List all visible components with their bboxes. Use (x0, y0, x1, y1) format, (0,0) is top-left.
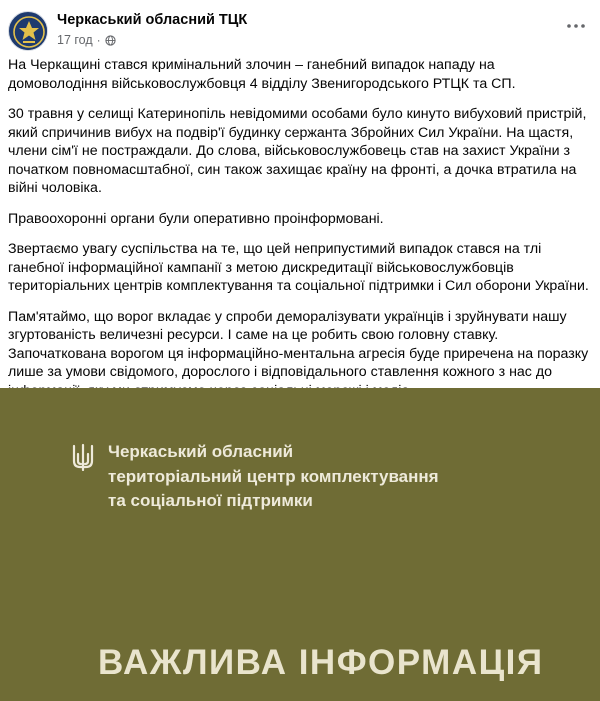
post-paragraph: На Черкащині стався кримінальний злочин – ганебний випадок нападу на домоволодіння військовослужбовця 4 відділу Звенигородського РТЦК та СП. (8, 57, 516, 92)
post-paragraph: Звертаємо увагу суспільства на те, що цей неприпустимий випадок стався на тлі ганебної інформаційної кампанії з метою дискредитації військовослужбовців територіальних центрів комплектування та соціальної підтримки і Сил оборони України. (8, 241, 589, 294)
image-org-line: Черкаський обласний (108, 442, 294, 461)
post-text (8, 56, 594, 443)
tryzub-icon (72, 443, 94, 471)
post-paragraph: 30 травня у селищі Катеринопіль невідомими особами було кинуто вибуховий пристрій, який спричинив вибух на подвір'ї будинку сержанта Збройних Сил України. На щастя, члени сім'ї не постраждали. До слова, військовослужбовець став на захист України з початком повномасштабної, син також захищає країну на фронті, а дочка втратила на війні чоловіка. (8, 106, 587, 196)
image-org-title (108, 440, 578, 514)
image-headline: ВАЖЛИВА ІНФОРМАЦІЯ (98, 643, 544, 682)
meta-separator: · (96, 33, 101, 47)
post-paragraph: Правоохоронні органи були оперативно проінформовані. (8, 210, 384, 227)
globe-icon[interactable] (105, 35, 116, 46)
page-avatar[interactable] (8, 11, 48, 51)
more-horizontal-icon (567, 24, 585, 28)
image-org-line: територіальний центр комплектування (108, 466, 439, 486)
post-header (0, 0, 600, 58)
more-options-button[interactable] (560, 10, 592, 42)
post-paragraph: Пам'ятаймо, що ворог вкладає у спроби деморалізувати українців і зруйнувати нашу згуртованість величезні ресурси. І саме на це робить свою головну ставку. Започаткована ворогом ця інформаційно-ментальна агресія буде приречена на поразку лише за умови свідомого, дорослого і відповідального ставлення кожного з нас до (8, 308, 589, 380)
emblem-logo-icon (9, 12, 48, 51)
page-name-link[interactable]: Черкаський обласний ТЦК (57, 12, 248, 28)
image-org-line: та соціальної підтримки (108, 491, 313, 510)
post-meta (57, 33, 116, 47)
post-timestamp[interactable]: 17 год (57, 33, 93, 47)
